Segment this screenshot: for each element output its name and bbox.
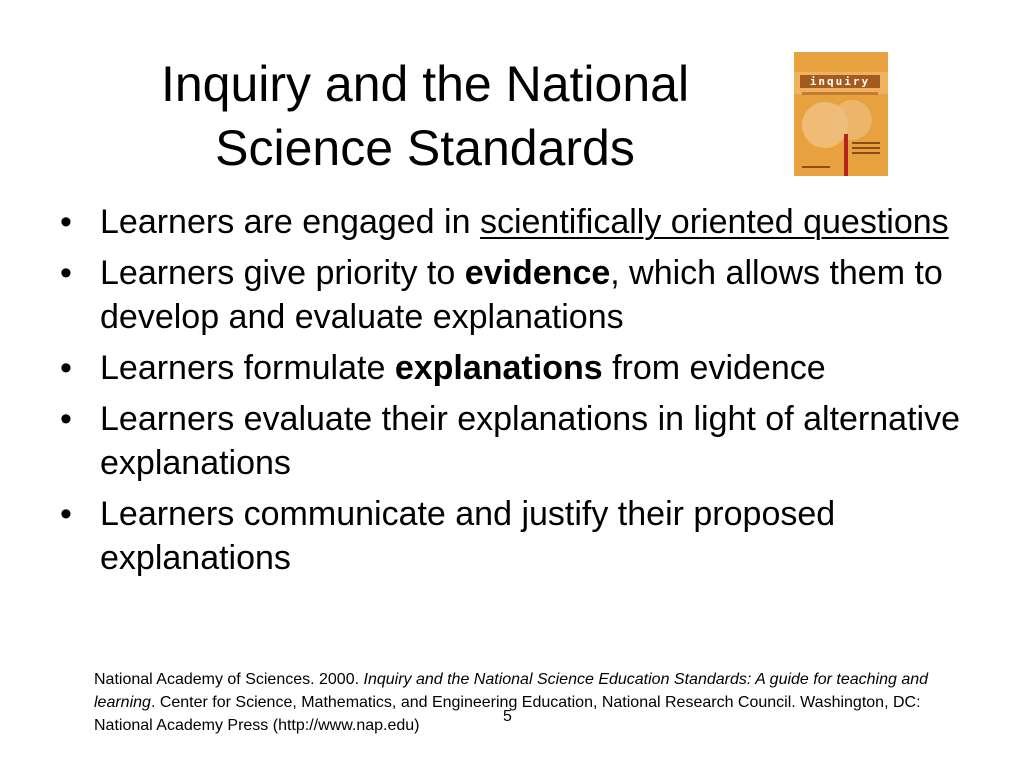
title-line-1: Inquiry and the National (160, 56, 690, 112)
page-number: 5 (503, 708, 512, 725)
bullet-item (56, 251, 976, 339)
bullet-icon: • (60, 400, 72, 438)
slide-title (80, 52, 770, 180)
bullet-text: Learners give priority to (100, 254, 465, 292)
bold-term: explanations (394, 349, 603, 387)
citation (94, 668, 954, 737)
citation-text: . Center for Science, Mathematics, and Engineering Education, National Research Council. Washington, DC: National Academy Press (http://www.nap.edu) (94, 694, 921, 734)
bullet-text: Learners communicate and justify their proposed explanations (100, 495, 836, 577)
cover-circle-graphic (832, 100, 872, 140)
bullet-icon: • (60, 349, 72, 387)
bullet-icon: • (60, 254, 72, 292)
bullet-item (56, 492, 976, 580)
bullet-text: Learners formulate (100, 349, 395, 387)
bullet-text: , which allows them to develop and evaluate explanations (100, 254, 943, 336)
bullet-item (56, 397, 976, 485)
bullet-list (56, 200, 976, 587)
cover-small-text (852, 142, 880, 144)
cover-red-bar (844, 134, 848, 176)
underlined-phrase: scientifically oriented questions (479, 203, 949, 241)
book-cover-image (794, 52, 888, 176)
cover-wordmark: inquiry (800, 75, 880, 88)
bullet-icon: • (60, 203, 72, 241)
bullet-icon: • (60, 495, 72, 533)
citation-text: National Academy of Sciences. 2000. (94, 671, 364, 688)
title-line-2: Science Standards (215, 120, 635, 176)
citation-book-title: Inquiry and the National Science Education Standards: A guide for teaching and learning (94, 671, 929, 711)
cover-subtitle-line (802, 92, 878, 95)
bullet-item (56, 346, 976, 390)
bullet-text: Learners evaluate their explanations in light of alternative explanations (100, 400, 960, 482)
bullet-item (56, 200, 976, 244)
bold-term: evidence (464, 254, 611, 292)
cover-footer-text (802, 166, 830, 168)
bullet-text: Learners are engaged in (100, 203, 480, 241)
bullet-text: from evidence (602, 349, 826, 387)
